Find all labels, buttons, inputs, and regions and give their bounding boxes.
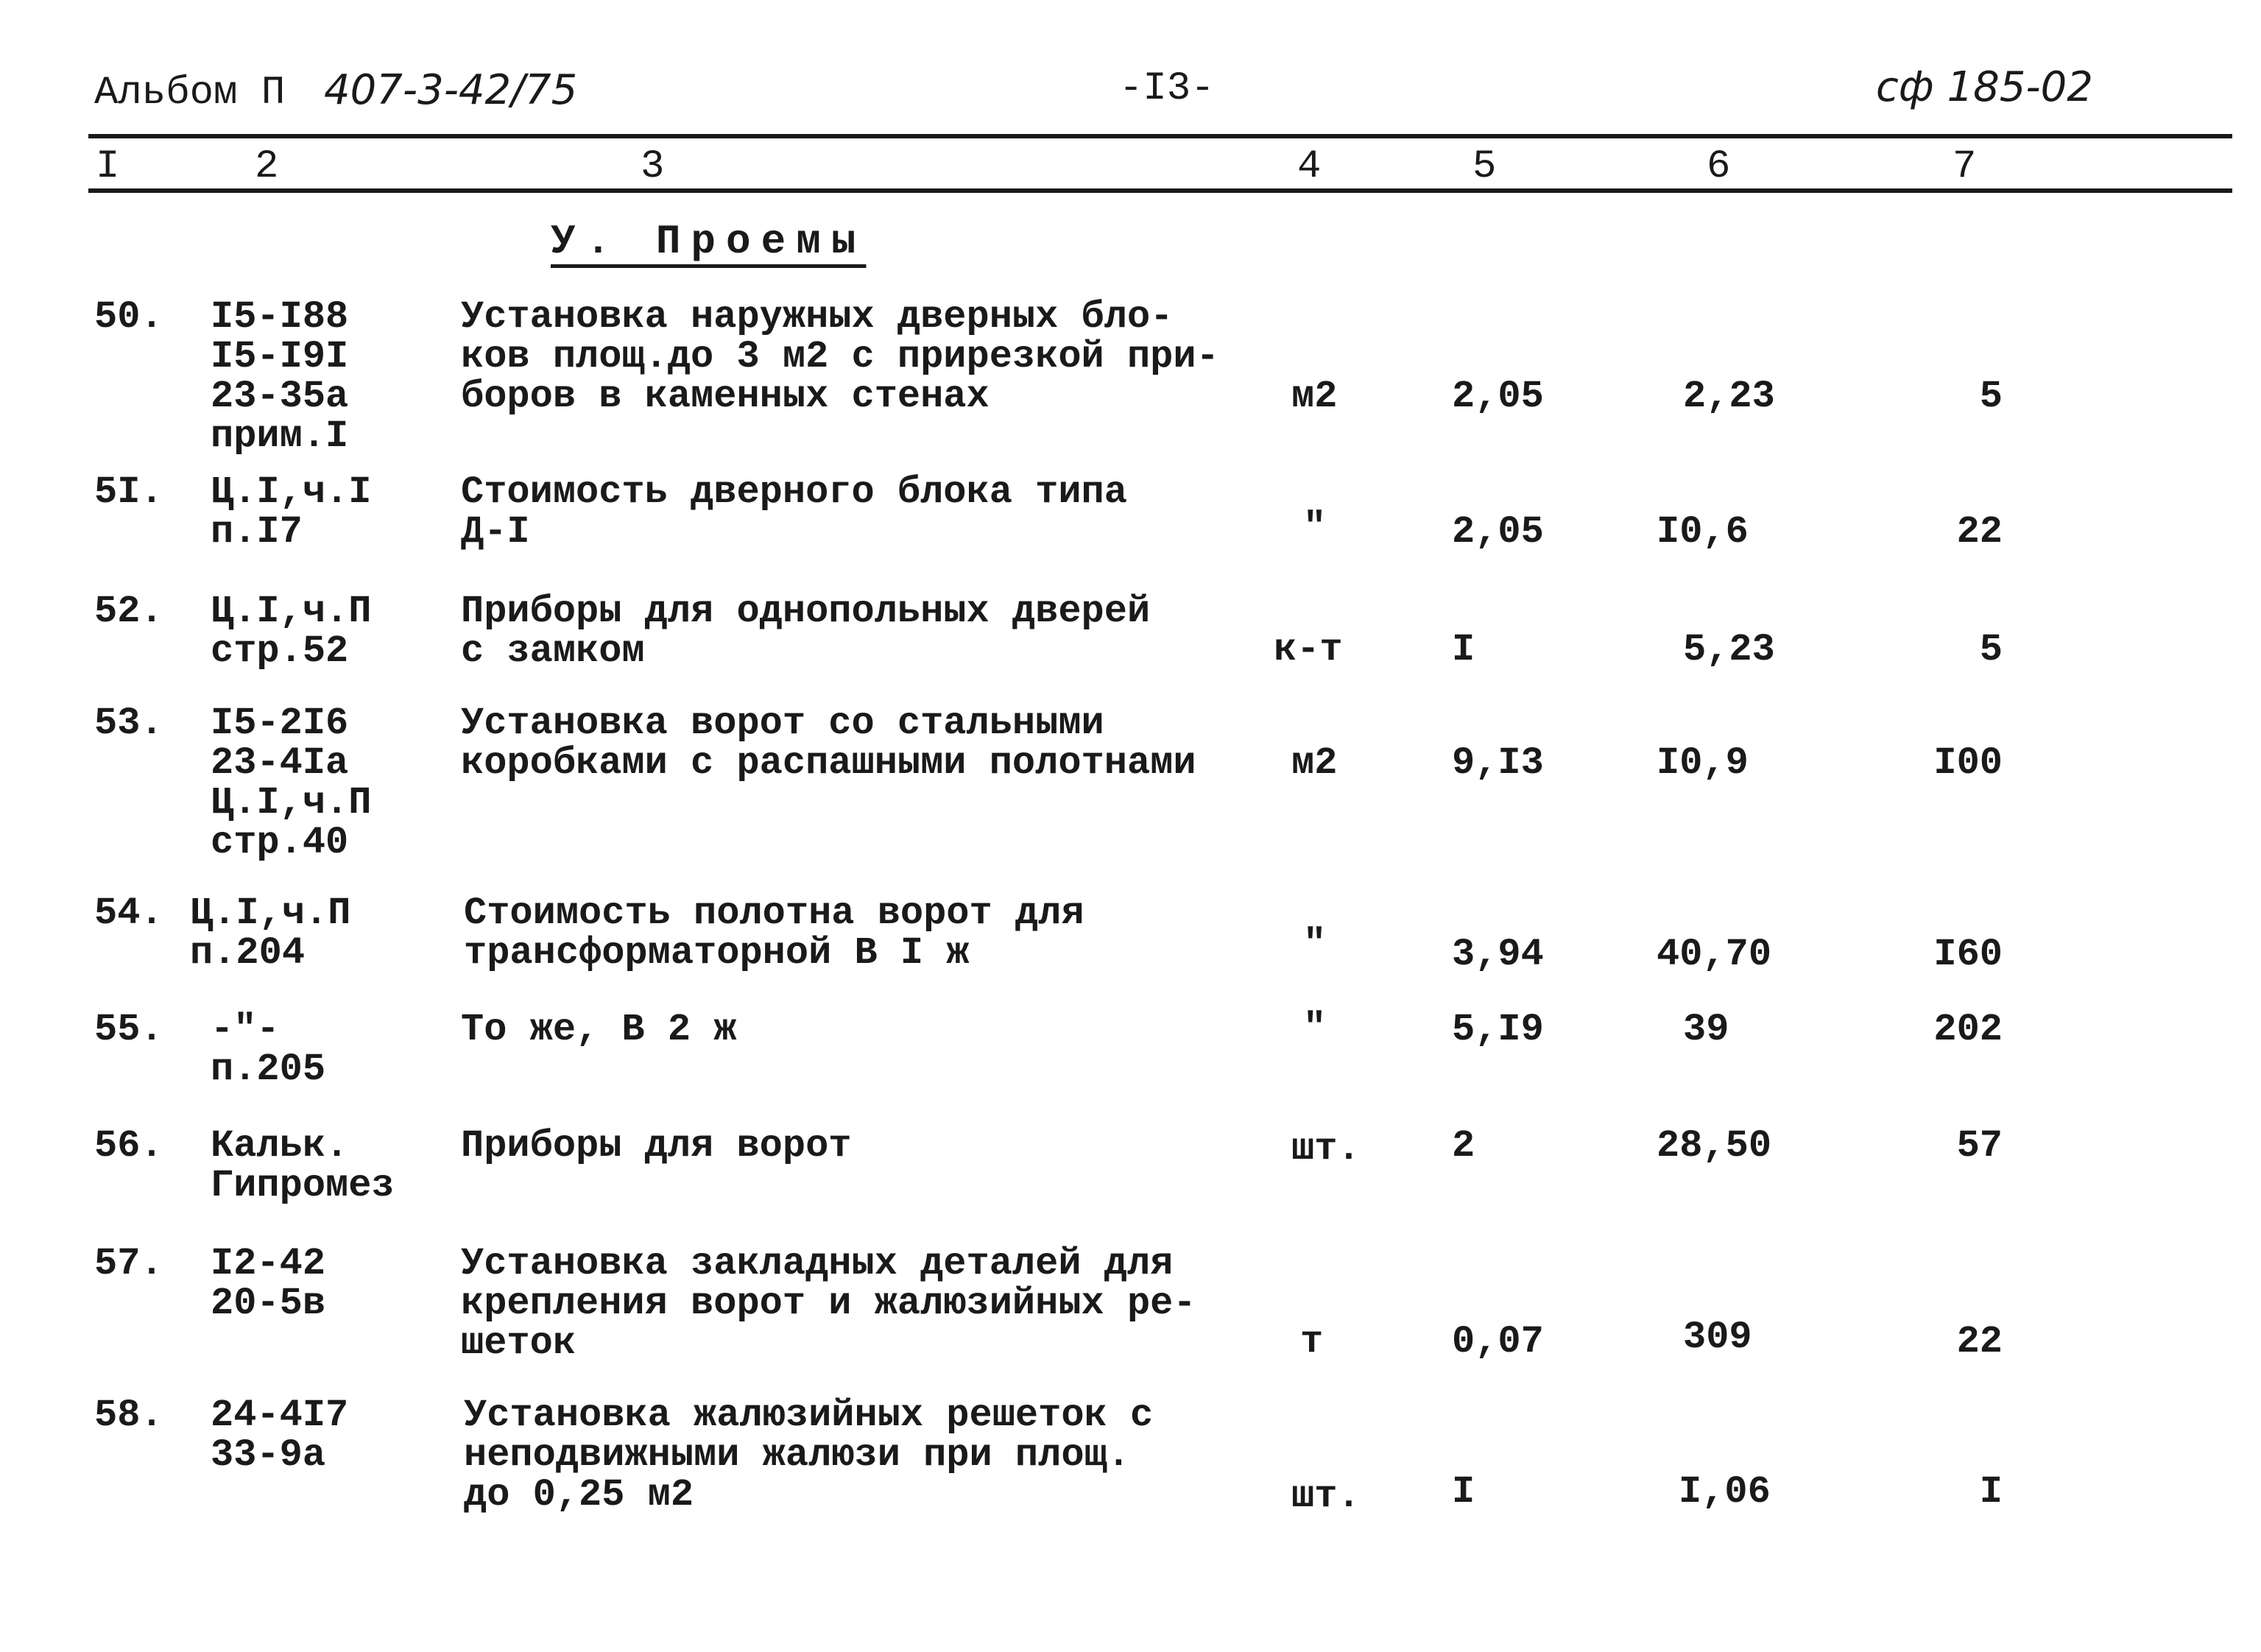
top-rule [88, 134, 2232, 138]
sheet-code: сф 185-02 [1876, 63, 2093, 111]
col-header-6: 6 [1707, 144, 1731, 189]
row-total: 22 [1956, 510, 2003, 554]
row-unit-price: 5,23 [1683, 628, 1775, 671]
row-unit: " [1303, 922, 1327, 966]
page-number: -I3- [1119, 66, 1215, 111]
row-number: 56. [94, 1124, 163, 1168]
row-total: 5 [1979, 375, 2003, 418]
row-description: Установка ворот со стальными коробками с распашными полотнами [461, 702, 1196, 785]
row-total: I [1979, 1470, 2003, 1514]
row-quantity: 2 [1452, 1124, 1475, 1168]
row-number: 55. [94, 1008, 163, 1051]
row-total: 5 [1979, 628, 2003, 671]
row-total: 202 [1933, 1008, 2003, 1051]
row-unit: " [1303, 1006, 1327, 1050]
row-total: 57 [1956, 1124, 2003, 1168]
header-bottom-rule [88, 188, 2232, 193]
col-header-3: 3 [641, 144, 665, 189]
row-unit-price: 28,50 [1657, 1124, 1772, 1168]
row-reference: 24-4I7 33-9а [211, 1394, 349, 1477]
row-total: I00 [1933, 741, 2003, 785]
row-reference: -"- п.205 [211, 1008, 326, 1091]
col-header-1: I [96, 144, 120, 189]
row-unit-price: 40,70 [1657, 933, 1772, 976]
row-description: Стоимость дверного блока типа Д-I [461, 470, 1127, 554]
section-title: У. Проемы [551, 218, 867, 265]
row-number: 52. [94, 590, 163, 633]
row-unit: шт. [1291, 1127, 1361, 1171]
row-unit: м2 [1291, 741, 1338, 785]
row-quantity: I [1452, 628, 1475, 671]
row-description: Стоимость полотна ворот для трансформаторной В I ж [464, 892, 1084, 975]
row-reference: Ц.I,ч.П стр.52 [211, 590, 372, 673]
album-code: 407-3-42/75 [324, 66, 578, 114]
row-number: 5I. [94, 470, 163, 514]
row-quantity: 3,94 [1452, 933, 1544, 976]
row-description: Установка закладных деталей для крепления ворот и жалюзийных ре- шеток [461, 1242, 1196, 1365]
col-header-4: 4 [1297, 144, 1322, 189]
row-unit-price: I0,9 [1657, 741, 1749, 785]
row-total: I60 [1933, 933, 2003, 976]
row-total: 22 [1956, 1320, 2003, 1363]
row-unit: шт. [1291, 1475, 1361, 1518]
row-description: Установка жалюзийных решеток с неподвижными жалюзи при площ. до 0,25 м2 [464, 1394, 1154, 1517]
row-number: 50. [94, 295, 163, 339]
row-number: 57. [94, 1242, 163, 1285]
row-reference: I2-42 20-5в [211, 1242, 326, 1325]
row-quantity: 9,I3 [1452, 741, 1544, 785]
row-unit-price: I0,6 [1657, 510, 1749, 554]
row-description: То же, В 2 ж [461, 1008, 737, 1051]
row-number: 53. [94, 702, 163, 745]
row-unit-price: 309 [1683, 1316, 1752, 1359]
row-quantity: 2,05 [1452, 375, 1544, 418]
row-description: Приборы для ворот [461, 1124, 852, 1168]
row-number: 58. [94, 1394, 163, 1437]
row-unit: т [1300, 1320, 1324, 1363]
row-quantity: I [1452, 1470, 1475, 1514]
row-quantity: 2,05 [1452, 510, 1544, 554]
row-unit: м2 [1291, 375, 1338, 418]
row-quantity: 0,07 [1452, 1320, 1544, 1363]
row-reference: Ц.I,ч.I п.I7 [211, 470, 372, 554]
row-unit-price: 2,23 [1683, 375, 1775, 418]
row-number: 54. [94, 892, 163, 935]
album-label: Альбом П [94, 71, 286, 116]
row-unit-price: I,06 [1679, 1470, 1771, 1514]
col-header-5: 5 [1472, 144, 1497, 189]
row-description: Приборы для однопольных дверей с замком [461, 590, 1151, 673]
row-description: Установка наружных дверных бло- ков площ.до 3 м2 с прирезкой при- боров в каменных стенах [461, 295, 1219, 418]
row-unit-price: 39 [1683, 1008, 1729, 1051]
row-reference: I5-I88 I5-I9I 23-35а прим.I [211, 295, 349, 458]
row-unit: к-т [1274, 628, 1343, 671]
col-header-7: 7 [1953, 144, 1977, 189]
row-unit: " [1303, 506, 1327, 549]
row-quantity: 5,I9 [1452, 1008, 1544, 1051]
row-reference: Ц.I,ч.П п.204 [190, 892, 351, 975]
col-header-2: 2 [255, 144, 279, 189]
row-reference: Кальк. Гипромез [211, 1124, 395, 1207]
row-reference: I5-2I6 23-4Iа Ц.I,ч.П стр.40 [211, 702, 372, 864]
